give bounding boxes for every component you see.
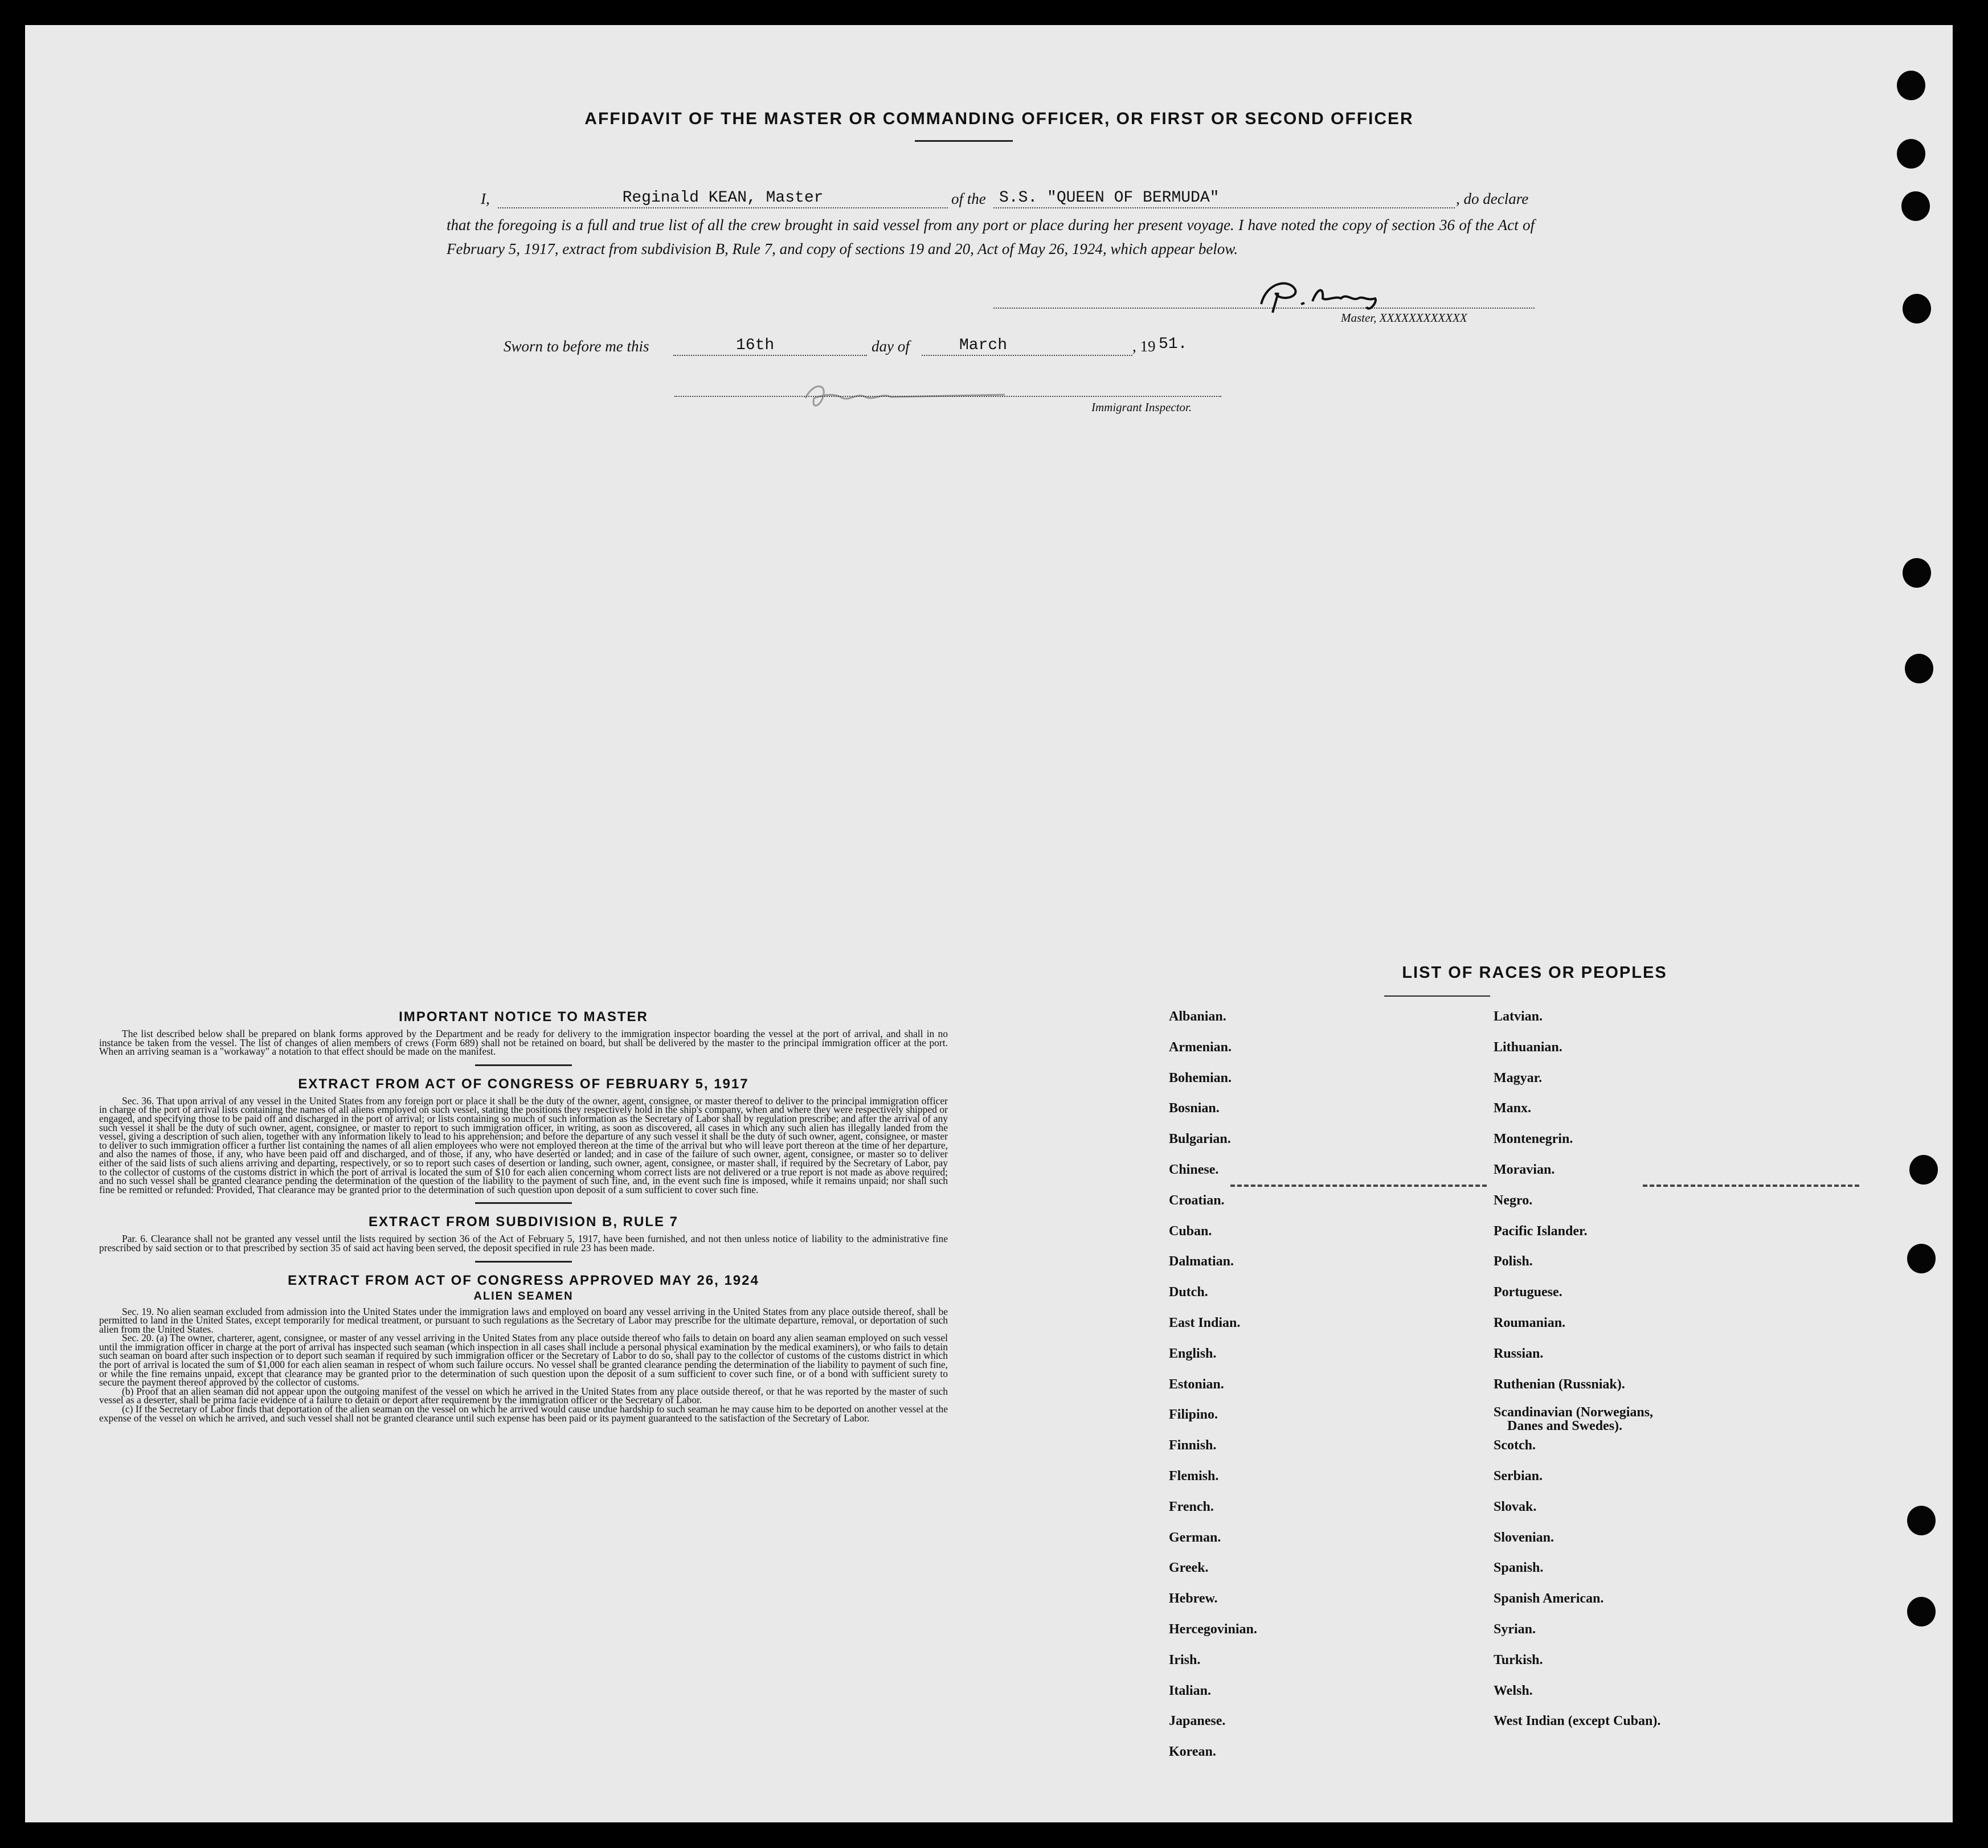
race-item: Manx.: [1494, 1101, 1531, 1116]
vessel-field: [993, 188, 1455, 208]
sworn-day: 16th: [736, 337, 775, 354]
punch-hole: [1907, 1506, 1936, 1535]
punch-hole: [1901, 191, 1930, 221]
document-page: [25, 25, 1953, 1822]
inspector-signature-area: [674, 375, 1216, 414]
race-item: Negro.: [1494, 1193, 1533, 1208]
master-name-field: [498, 188, 948, 208]
race-item: East Indian.: [1169, 1316, 1241, 1330]
declaration-line: [481, 183, 1592, 208]
vessel-name: S.S. "QUEEN OF BERMUDA": [999, 189, 1220, 207]
extract-1917-title: EXTRACT FROM ACT OF CONGRESS OF FEBRUARY 5, 1917: [298, 1076, 749, 1092]
races-title-rule: [1384, 995, 1490, 997]
race-item: Finnish.: [1169, 1438, 1217, 1453]
master-name: Reginald KEAN, Master: [622, 189, 824, 207]
race-item: Dalmatian.: [1169, 1254, 1234, 1269]
race-item: Portuguese.: [1494, 1285, 1562, 1300]
race-item: Polish.: [1494, 1254, 1533, 1269]
punch-hole: [1905, 654, 1933, 683]
race-item: German.: [1169, 1530, 1221, 1545]
punch-hole: [1897, 71, 1925, 100]
race-item: Serbian.: [1494, 1469, 1543, 1484]
year-prefix: , 19: [1132, 338, 1156, 355]
section-rule: [475, 1202, 572, 1204]
race-item: Slovak.: [1494, 1499, 1537, 1514]
punch-hole: [1897, 139, 1925, 169]
extract-1924-title: EXTRACT FROM ACT OF CONGRESS APPROVED MAY 26, 1924: [288, 1272, 759, 1288]
i-label: I,: [481, 190, 490, 207]
race-item: Cuban.: [1169, 1223, 1212, 1239]
race-item: Bohemian.: [1169, 1070, 1232, 1085]
extract-1917-text: Sec. 36. That upon arrival of any vessel in the United States from any foreign port or place it shall be the duty of the owner, agent, consignee, or master thereof to deliver to the principal immigration officer in charge of the port of arrival lists containing the names of all aliens employed on such vessel, stating the positions they respectively hold in the ship's company, when and where they were respectively shipped or engaged, and specifying those to be paid off and discharged in the port of arrival; or lists containing so much of such information as the Secretary of Labor shall by regulation prescribe; and after the arrival of any such vessel it shall be the duty of such owner, agent, consignee, or master to report to such immigration officer, in writing, as soon as discovered, all cases in which any such alien has illegally landed from the vessel, giving a description of such alien, together with any information likely to lead to his apprehension; and before the departure of any such vessel it shall be the duty of such owner, agent, consignee, or master to deliver to such immigration officer a further list containing the names of all alien employees who were not employed thereon at the time of the arrival but who will leave port thereon at the time of her departure, and also the names of those, if any, who have been paid off and discharged, and of those, if any, who have deserted or landed; and in case of the failure of such owner, agent, consignee, or master so to deliver either of the said lists of such aliens arriving and departing, respectively, or so to report such cases of desertion or landing, such owner, agent, consignee, or master shall, if required by the Secretary of Labor, pay to the collector of customs of the customs district in which the port of arrival is located the sum of $10 for each alien concerning whom correct lists are not delivered or a true report is not made as above required; and no such vessel shall be granted clearance pending the determination of the question of the liability to the payment of such fine, and, in the event such fine is imposed, while it remains unpaid; nor shall such fine be remitted or refunded: Provided, That clearance may be granted prior to the determination of such question upon deposit of a sum sufficient to cover such fine.: [99, 1095, 948, 1195]
inspector-label: Immigrant Inspector.: [1091, 400, 1192, 414]
alien-seamen-subtitle: ALIEN SEAMEN: [473, 1289, 574, 1302]
sworn-label: Sworn to before me this: [504, 338, 649, 355]
year-suffix: 51.: [1159, 335, 1188, 353]
master-signature: [1255, 276, 1404, 315]
legal-notices: [99, 999, 948, 1423]
race-item: French.: [1169, 1499, 1214, 1514]
race-item: Albanian.: [1169, 1009, 1226, 1024]
sworn-day-field: [673, 335, 867, 356]
race-item: Turkish.: [1494, 1652, 1543, 1667]
race-item: Bulgarian.: [1169, 1132, 1231, 1147]
rule-7-text: Par. 6. Clearance shall not be granted any vessel until the lists required by section 36 of the Act of February 5, 1917, have been furnished, and not then unless notice of liability to the administrative fine prescribed by said section or to that prescribed by section 35 of said act having been served, the deposit specified in rule 23 has been made.: [99, 1233, 948, 1253]
race-item: Dutch.: [1169, 1285, 1208, 1300]
inspector-signature: [788, 375, 1016, 415]
race-item: Spanish.: [1494, 1560, 1544, 1576]
punch-hole: [1903, 558, 1931, 588]
section-rule: [475, 1261, 572, 1263]
race-item: Lithuanian.: [1494, 1039, 1562, 1055]
punch-hole: [1909, 1155, 1938, 1185]
race-item: Syrian.: [1494, 1622, 1536, 1637]
race-item: Hercegovinian.: [1169, 1622, 1257, 1637]
race-item: Greek.: [1169, 1560, 1209, 1576]
race-item: Pacific Islander.: [1494, 1223, 1588, 1239]
section-rule: [475, 1064, 572, 1066]
race-item: Scotch.: [1494, 1438, 1536, 1453]
master-signature-area: [993, 276, 1563, 327]
race-item: Welsh.: [1494, 1683, 1533, 1698]
affidavit-title: AFFIDAVIT OF THE MASTER OR COMMANDING OFFICER, OR FIRST OR SECOND OFFICER: [584, 109, 1414, 128]
race-item: Slovenian.: [1494, 1530, 1555, 1545]
extract-1924-text: Sec. 19. No alien seaman excluded from admission into the United States under the immigration laws and employed on board any vessel arriving in the United States from any place outside thereof, shall be permitted to land in the United States, except temporarily for medical treatment, or pursuant to such regulations as the Secretary of Labor may prescribe for the ultimate departure, removal, or deportation of such alien from the United States. Sec. 20. (a) The owner, charterer, agent, consignee, or master of any vessel arriving in the United States from any place outside thereof who fails to detain on board any alien seaman employed on such vessel until the immigration officer in charge at the port of arrival has inspected such seaman (which inspection in all cases shall include a personal physical examination by the medical examiners), or who fails to detain such seaman on board after such inspection or to deport such seaman if required by such immigration officer or the Secretary of Labor to do so, shall pay to the collector of customs of the customs district in which the port of arrival is located the sum of $1,000 for each alien seaman in respect of whom such failure occurs. No vessel shall be granted clearance pending the determination of the liability to payment of such fine, or while the fine remains unpaid, except that clearance may be granted prior to the determination of such question upon the deposit of a sum sufficient to cover such fine, or of a bond with sufficient surety to secure the payment thereof approved by the collector of customs. (b) Proof that an alien seaman did not appear upon the outgoing manifest of the vessel on which he arrived in the United States from any place outside thereof, or that he was reported by the master of such vessel as a deserter, shall be prima facie evidence of a failure to detain or deport after requirement by the immigration officer or the Secretary of Labor. (c) If the Secretary of Labor finds that deportation of the alien seaman on the vessel on which he arrived would cause undue hardship to such seaman he may cause him to be deported on another vessel at the expense of the vessel on which he arrived, and such vessel shall not be granted clearance until such expense has been paid or its payment guaranteed to the satisfaction of the Secretary of Labor.: [99, 1305, 948, 1424]
race-item: Latvian.: [1494, 1009, 1543, 1024]
redaction-dashes: [1230, 1185, 1487, 1187]
race-item: Irish.: [1169, 1652, 1201, 1667]
master-caption: Master, XXXXXXXXXXXX: [1341, 311, 1467, 325]
race-item: Estonian.: [1169, 1376, 1224, 1392]
rule-7-title: EXTRACT FROM SUBDIVISION B, RULE 7: [368, 1214, 679, 1230]
race-item: Filipino.: [1169, 1407, 1218, 1423]
redaction-dashes: [1643, 1185, 1859, 1187]
sworn-line: [504, 330, 1301, 356]
race-item: Flemish.: [1169, 1469, 1219, 1484]
race-item: Armenian.: [1169, 1039, 1232, 1055]
race-item: West Indian (except Cuban).: [1494, 1714, 1661, 1729]
sworn-month: March: [959, 337, 1008, 354]
race-item: Ruthenian (Russniak).: [1494, 1376, 1625, 1392]
race-item: Croatian.: [1169, 1193, 1225, 1208]
sworn-month-field: [922, 335, 1132, 356]
of-the-label: of the: [951, 190, 986, 207]
race-item: Scandinavian (Norwegians,: [1494, 1405, 1654, 1420]
race-item: Korean.: [1169, 1744, 1216, 1760]
race-item: Russian.: [1494, 1346, 1544, 1361]
punch-hole: [1907, 1597, 1936, 1626]
race-item: Hebrew.: [1169, 1591, 1218, 1607]
race-item: Chinese.: [1169, 1162, 1219, 1177]
title-rule: [915, 140, 1013, 142]
race-item: Roumanian.: [1494, 1316, 1566, 1330]
race-item: Bosnian.: [1169, 1101, 1220, 1116]
race-item: English.: [1169, 1346, 1217, 1361]
races-title: LIST OF RACES OR PEOPLES: [1402, 964, 1667, 982]
race-item: Danes and Swedes).: [1507, 1419, 1623, 1434]
punch-hole: [1903, 294, 1931, 323]
punch-hole: [1907, 1244, 1936, 1273]
race-item: Japanese.: [1169, 1714, 1226, 1729]
race-item: Magyar.: [1494, 1070, 1543, 1085]
race-item: Spanish American.: [1494, 1591, 1604, 1607]
race-item: Italian.: [1169, 1683, 1212, 1698]
day-of-label: day of: [872, 338, 910, 355]
race-item: Moravian.: [1494, 1162, 1555, 1177]
affidavit-paragraph: that the foregoing is a full and true list of all the crew brought in said vessel from any port or place during her present voyage. I have noted the copy of section 36 of the Act of February 5, 1917, extract from subdivision B, Rule 7, and copy of sections 19 and 20, Act of May 26, 1924, which appear below.: [447, 216, 1535, 257]
notice-title: IMPORTANT NOTICE TO MASTER: [399, 1009, 648, 1025]
race-item: Montenegrin.: [1494, 1132, 1573, 1147]
do-declare-label: , do declare: [1456, 190, 1529, 207]
notice-text: The list described below shall be prepared on blank forms approved by the Department and be ready for delivery to the immigration inspector boarding the vessel at the port of arrival, and shall in no instance be taken from the vessel. The list of changes of alien members of crews (Form 689) shall not be retained on board, but shall be delivered by the master to the principal immigration officer at the port. When an arriving seaman is a "workaway" a notation to that effect should be made on the manifest.: [99, 1028, 948, 1058]
